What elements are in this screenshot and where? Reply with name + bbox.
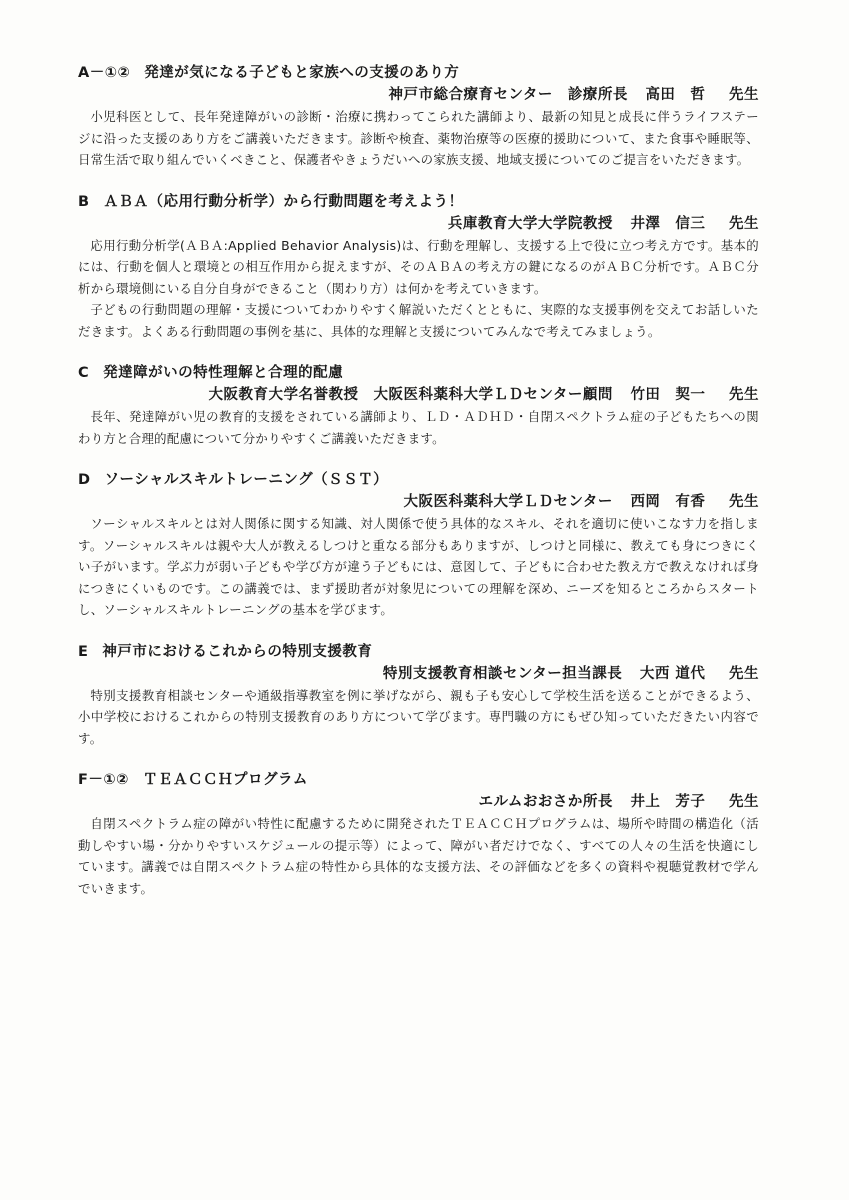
- section-title: [78, 362, 759, 384]
- section-c: [78, 362, 759, 449]
- section-code: A－①②: [78, 65, 131, 81]
- speaker-line: [78, 791, 759, 813]
- speaker-honorific: 先生: [729, 794, 759, 810]
- speaker-honorific: 先生: [729, 87, 759, 103]
- section-description: [78, 235, 759, 343]
- description-paragraph: 子どもの行動問題の理解・支援についてわかりやすく解説いただくとともに、実際的な支援事例を交えてお話しいただきます。よくある行動問題の事例を基に、具体的な理解と支援についてみんなで考えてみましょう。: [78, 302, 759, 339]
- section-title-text: ソーシャルスキルトレーニング（ＳＳＴ）: [104, 472, 389, 488]
- section-description: [78, 685, 759, 750]
- section-code: B: [78, 193, 90, 210]
- section-d: [78, 469, 759, 621]
- description-paragraph: 自閉スペクトラム症の障がい特性に配慮するために開発されたＴＥＡＣＣＨプログラムは、場所や時間の構造化（活動しやすい場・分かりやすいスケジュールの提示等）によって、障がい者だけでなく、すべての人々の生活を快適にしています。講義では自閉スペクトラム症の特性から具体的な支援方法、その評価などを多くの資料や視聴覚教材で学んでいきます。: [78, 816, 759, 896]
- speaker-name: 西岡 有香: [630, 494, 706, 510]
- section-title-text: 発達が気になる子どもと家族への支援のあり方: [144, 65, 460, 81]
- description-paragraph: 特別支援教育相談センターや通級指導教室を例に挙げながら、親も子も安心して学校生活を送ることができるよう、小中学校におけるこれからの特別支援教育のあり方について学びます。専門職の方にもぜひ知っていただきたい内容です。: [78, 687, 759, 746]
- speaker-line: [78, 213, 759, 235]
- section-code: C: [78, 365, 90, 381]
- description-paragraph: 長年、発達障がい児の教育的支援をされている講師より、ＬＤ・ＡＤＨＤ・自閉スペクトラム症の子どもたちへの関わり方と合理的配慮について分かりやすくご講義いただきます。: [78, 409, 759, 446]
- speaker-honorific: 先生: [729, 387, 759, 403]
- speaker-name: 大西 道代: [639, 665, 706, 682]
- speaker-affiliation: 大阪医科薬科大学ＬＤセンター: [403, 494, 613, 510]
- section-description: [78, 813, 759, 899]
- speaker-name: 高田 哲: [645, 87, 706, 103]
- speaker-name: 井上 芳子: [630, 794, 706, 810]
- speaker-line: [78, 663, 759, 685]
- description-paragraph: 小児科医として、長年発達障がいの診断・治療に携わってこられた講師より、最新の知見と成長に伴うライフステージに沿った支援のあり方をご講義いただきます。診断や検査、薬物治療等の医療的援助について、また食事や睡眠等、日常生活で取り組んでいくべきこと、保護者やきょうだいへの家族支援、地域支援についてのご提言をいただきます。: [78, 109, 759, 167]
- speaker-affiliation: 特別支援教育相談センター担当課長: [382, 665, 623, 682]
- speaker-honorific: 先生: [729, 494, 759, 510]
- section-title-text: 発達障がいの特性理解と合理的配慮: [103, 365, 344, 381]
- speaker-line: [78, 491, 759, 513]
- speaker-honorific: 先生: [729, 215, 759, 232]
- speaker-affiliation: 神戸市総合療育センター 診療所長: [388, 87, 628, 103]
- speaker-honorific: 先生: [729, 665, 759, 682]
- speaker-name: 井澤 信三: [630, 215, 706, 232]
- section-b: [78, 191, 759, 343]
- section-title: [78, 62, 759, 84]
- section-code: E: [78, 643, 89, 660]
- section-code: F－①②: [78, 772, 129, 788]
- section-title: [78, 191, 759, 213]
- section-title-text: 神戸市におけるこれからの特別支援教育: [102, 643, 373, 660]
- section-code: D: [78, 472, 91, 488]
- section-description: [78, 406, 759, 449]
- speaker-name: 竹田 契一: [630, 387, 706, 403]
- section-title: [78, 469, 759, 491]
- speaker-line: [78, 84, 759, 106]
- section-a: [78, 62, 759, 171]
- section-title: [78, 769, 759, 791]
- section-title-text: ＴＥＡＣＣＨプログラム: [142, 772, 308, 788]
- section-description: [78, 513, 759, 621]
- section-e: [78, 641, 759, 750]
- section-f: [78, 769, 759, 899]
- description-paragraph: 応用行動分析学(ＡＢＡ:Applied Behavior Analysis)は、行動を理解し、支援する上で役に立つ考え方です。基本的には、行動を個人と環境との相互作用から捉えますが、そのＡＢＡの考え方の鍵になるのがＡＢＣ分析です。ＡＢＣ分析から環境側にいる自分自身ができること（関わり方）は何かを考えていきます。: [78, 237, 759, 296]
- description-paragraph: ソーシャルスキルとは対人関係に関する知識、対人関係で使う具体的なスキル、それを適切に使いこなす力を指します。ソーシャルスキルは親や大人が教えるしつけと重なる部分もありますが、しつけと同様に、教えても身につきにくい子がいます。学ぶ力が弱い子どもや学び方が違う子どもには、意図して、子どもに合わせた教え方で教えなければ身につきにくいものです。この講義では、まず援助者が対象児についての理解を深め、ニーズを知るところからスタートし、ソーシャルスキルトレーニングの基本を学びます。: [78, 516, 759, 617]
- speaker-line: [78, 384, 759, 406]
- speaker-affiliation: 兵庫教育大学大学院教授: [447, 215, 613, 232]
- speaker-affiliation: エルムおおさか所長: [478, 794, 613, 810]
- section-title: [78, 641, 759, 663]
- speaker-affiliation: 大阪教育大学名誉教授 大阪医科薬科大学ＬＤセンター顧問: [208, 387, 613, 403]
- section-description: [78, 106, 759, 171]
- section-title-text: ＡＢＡ（応用行動分析学）から行動問題を考えよう！: [103, 193, 464, 210]
